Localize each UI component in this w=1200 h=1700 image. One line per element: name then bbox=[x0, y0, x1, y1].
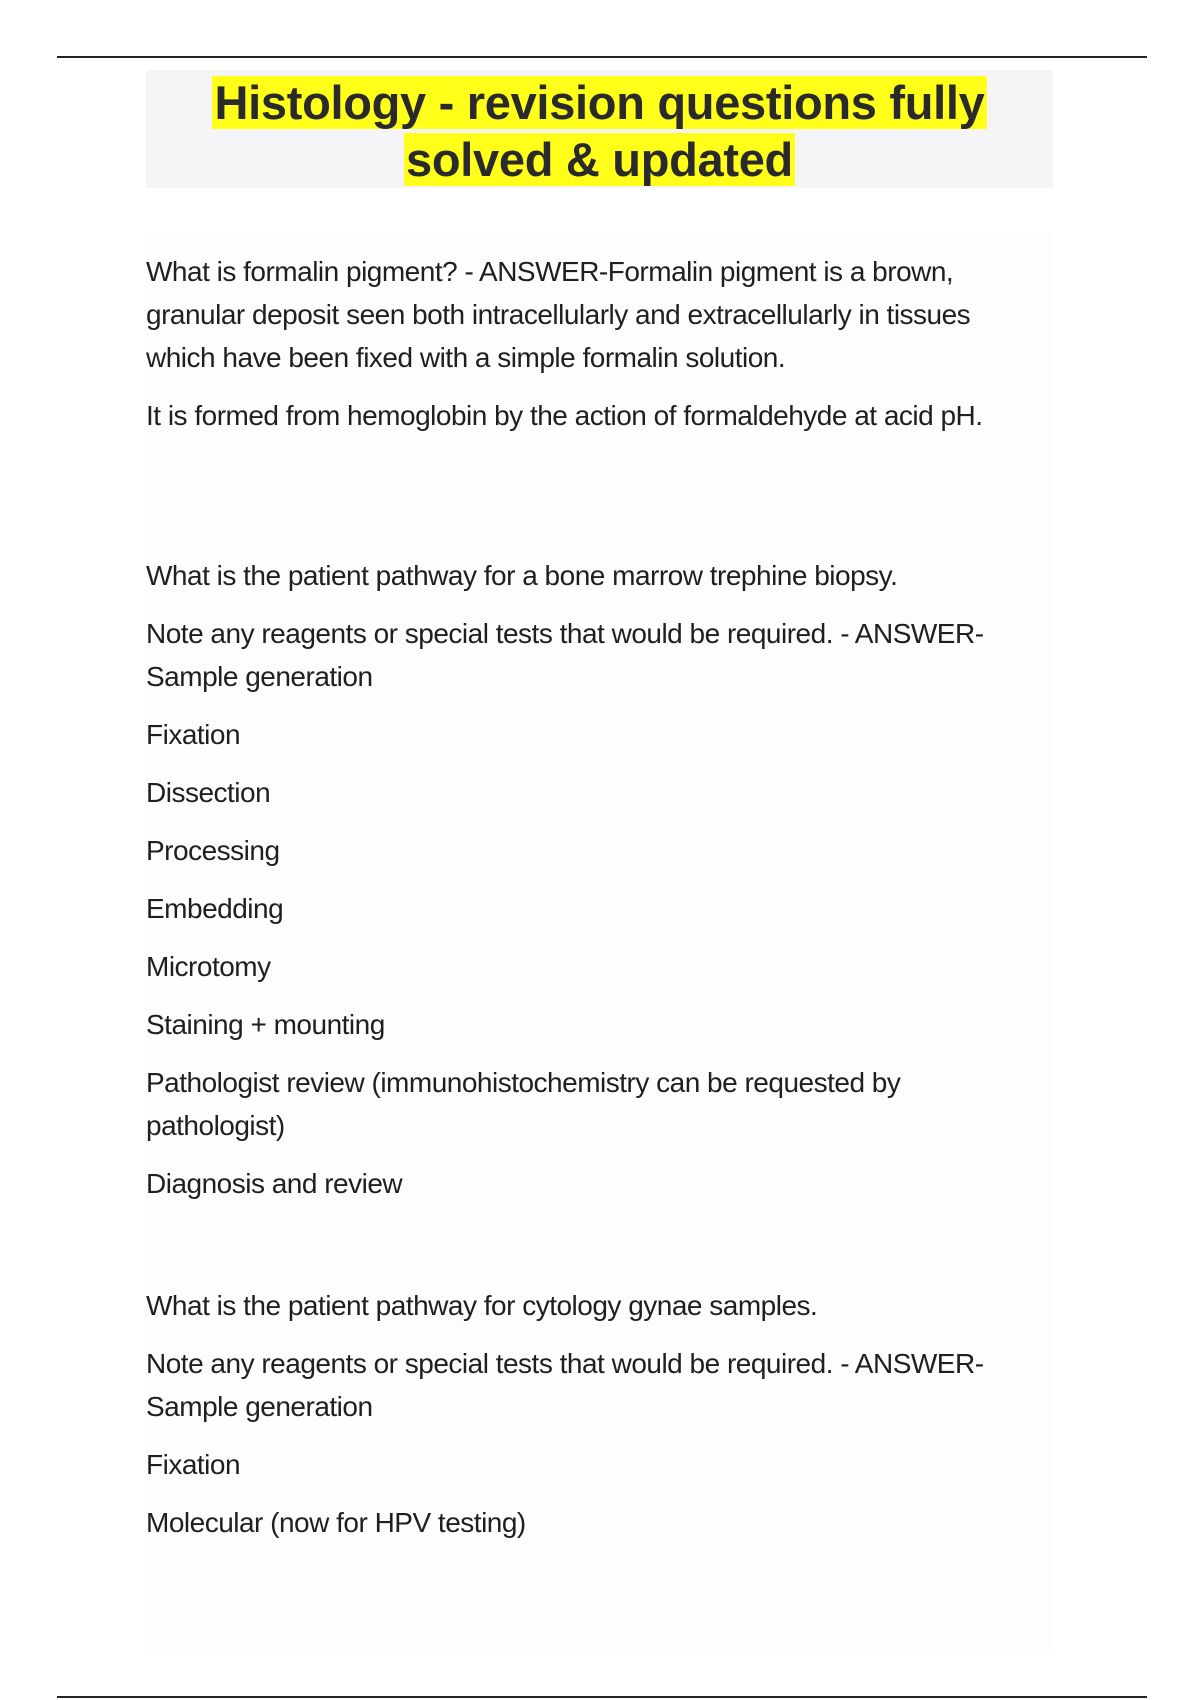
question-text: What is the patient pathway for a bone marrow trephine biopsy. bbox=[146, 560, 898, 591]
answer-step: Fixation bbox=[146, 719, 241, 750]
top-rule bbox=[57, 56, 1147, 58]
qa-item-formalin-pigment bbox=[146, 250, 1046, 452]
qa-item-bone-marrow-pathway bbox=[146, 554, 1046, 1220]
title-box bbox=[146, 70, 1053, 188]
qa-item-cytology-gynae-pathway bbox=[146, 1284, 1046, 1559]
answer-paragraph: Note any reagents or special tests that would be required. - ANSWER-Sample generation bbox=[146, 1348, 984, 1422]
question-answer-text: What is formalin pigment? - ANSWER-Formalin pigment is a brown, granular deposit seen both intracellularly and extracellularly in tissues which have been fixed with a simple formalin solution. bbox=[146, 256, 971, 373]
answer-paragraph: Note any reagents or special tests that would be required. - ANSWER-Sample generation bbox=[146, 618, 984, 692]
answer-step: Processing bbox=[146, 835, 280, 866]
question-text: What is the patient pathway for cytology gynae samples. bbox=[146, 1290, 818, 1321]
answer-step: Diagnosis and review bbox=[146, 1168, 403, 1199]
answer-step: Microtomy bbox=[146, 951, 271, 982]
page-title bbox=[146, 70, 1053, 188]
title-line-2: solved & updated bbox=[406, 133, 793, 186]
answer-step: Molecular (now for HPV testing) bbox=[146, 1507, 526, 1538]
bottom-rule bbox=[57, 1696, 1147, 1698]
answer-step: Staining + mounting bbox=[146, 1009, 385, 1040]
document-body bbox=[146, 232, 1053, 1652]
answer-step: Dissection bbox=[146, 777, 271, 808]
title-line-1: Histology - revision questions fully bbox=[214, 76, 985, 129]
answer-step: Fixation bbox=[146, 1449, 241, 1480]
answer-paragraph: It is formed from hemoglobin by the action of formaldehyde at acid pH. bbox=[146, 400, 983, 431]
answer-step: Embedding bbox=[146, 893, 284, 924]
answer-step: Pathologist review (immunohistochemistry can be requested by pathologist) bbox=[146, 1067, 901, 1141]
